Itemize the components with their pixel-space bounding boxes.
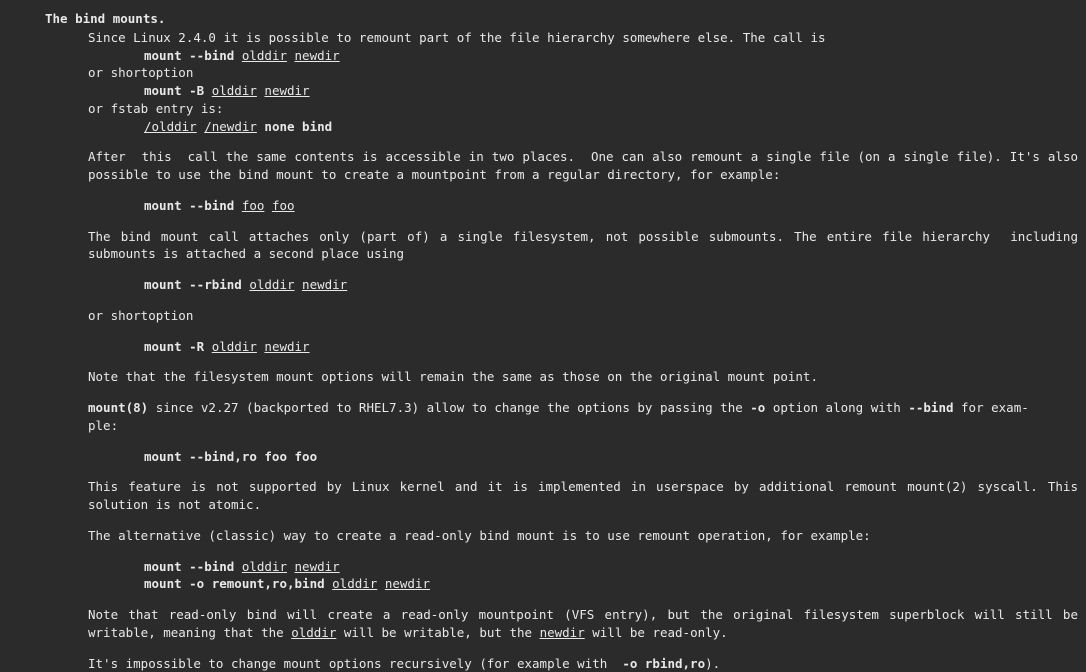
command-mount-bind-keyword: mount --bind [144,48,242,63]
command-foo-2: foo [272,198,295,213]
command-mount-bind-ro-text: mount --bind,ro foo foo [144,449,317,464]
fstab-entry-line [144,118,1078,136]
fstab-olddir: /olddir [144,119,197,134]
mount8-text-3: for exam- [954,400,1029,415]
command-mount-R-newdir: newdir [264,339,309,354]
command-ro-bind-2-keyword: mount -o remount,ro,bind [144,576,332,591]
readonly-text-3: will be read-only. [585,625,728,640]
command-mount-B-olddir: olddir [212,83,257,98]
command-mount-B-newdir: newdir [264,83,309,98]
readonly-newdir: newdir [540,625,585,640]
command-mount-bind [144,47,1078,65]
paragraph-bind-attaches: The bind mount call attaches only (part of) a single filesystem, not possible submounts. The entire file hierarchy including submounts is attached a second place using [88,228,1078,264]
option-rbind-ro: -o rbind,ro [622,656,705,671]
section-body [88,29,1078,672]
paragraph-alternative-classic: The alternative (classic) way to create a read-only bind mount is to use remount operation, for example: [88,527,1078,545]
paragraph-mount8-options [88,399,1078,417]
option-o: -o [750,400,765,415]
fstab-newdir: /newdir [204,119,257,134]
command-ro-bind-1-keyword: mount --bind [144,559,242,574]
command-mount-rbind [144,276,1078,294]
impossible-text-1: It's impossible to change mount options recursively (for example with [88,656,622,671]
command-mount-B [144,82,1078,100]
or-shortoption-line-2: or shortoption [88,307,1078,325]
command-mount-R-keyword: mount -R [144,339,212,354]
command-mount-R [144,338,1078,356]
command-mount-rbind-olddir: olddir [249,277,294,292]
command-ro-bind-2-olddir: olddir [332,576,377,591]
command-mount-bind-foo-keyword: mount --bind [144,198,242,213]
command-foo-1: foo [242,198,265,213]
intro-paragraph: Since Linux 2.4.0 it is possible to remount part of the file hierarchy somewhere else. The call is [88,29,1078,47]
command-mount-bind-olddir: olddir [242,48,287,63]
or-fstab-line: or fstab entry is: [88,100,1078,118]
paragraph-after-this-call: After this call the same contents is accessible in two places. One can also remount a single file (on a single file). It's also possible to use the bind mount to create a mountpoint from a regular directory, for example: [88,148,1078,184]
space-8 [377,576,385,591]
command-mount-R-olddir: olddir [212,339,257,354]
command-mount-bind-ro [144,448,1078,466]
paragraph-impossible-recursive [88,655,1078,672]
command-ro-bind-1-newdir: newdir [295,559,340,574]
command-mount-B-keyword: mount -B [144,83,212,98]
readonly-text-2: will be writable, but the [336,625,539,640]
paragraph-note-mount-options: Note that the filesystem mount options will remain the same as those on the original mount point. [88,368,1078,386]
section-heading: The bind mounts. [45,10,1086,28]
space-1 [287,48,295,63]
command-ro-bind-1 [144,558,1078,576]
fstab-options: none bind [257,119,332,134]
space-4 [264,198,272,213]
command-ro-bind-2-newdir: newdir [385,576,430,591]
readonly-text-1: Note that read-only bind will create a read-only mountpoint (VFS entry), but the original filesystem superblock will still be writable, meaning that the [88,607,1086,640]
command-mount-bind-newdir: newdir [295,48,340,63]
command-mount-bind-foo [144,197,1078,215]
mount8-text-2: option along with [765,400,908,415]
paragraph-mount8-continuation: ple: [88,417,1078,435]
readonly-olddir: olddir [291,625,336,640]
command-mount-rbind-newdir: newdir [302,277,347,292]
space-7 [287,559,295,574]
paragraph-not-supported: This feature is not supported by Linux kernel and it is implemented in userspace by additional remount mount(2) syscall. This solution is not atomic. [88,478,1078,514]
paragraph-readonly-note [88,606,1078,642]
command-ro-bind-1-olddir: olddir [242,559,287,574]
mount8-reference: mount(8) [88,400,148,415]
impossible-text-2: ). [705,656,720,671]
or-shortoption-line-1: or shortoption [88,64,1078,82]
command-mount-rbind-keyword: mount --rbind [144,277,249,292]
mount8-text-1: since v2.27 (backported to RHEL7.3) allow to change the options by passing the [148,400,750,415]
option-bind: --bind [908,400,953,415]
space-5 [295,277,303,292]
command-ro-bind-2 [144,575,1078,593]
